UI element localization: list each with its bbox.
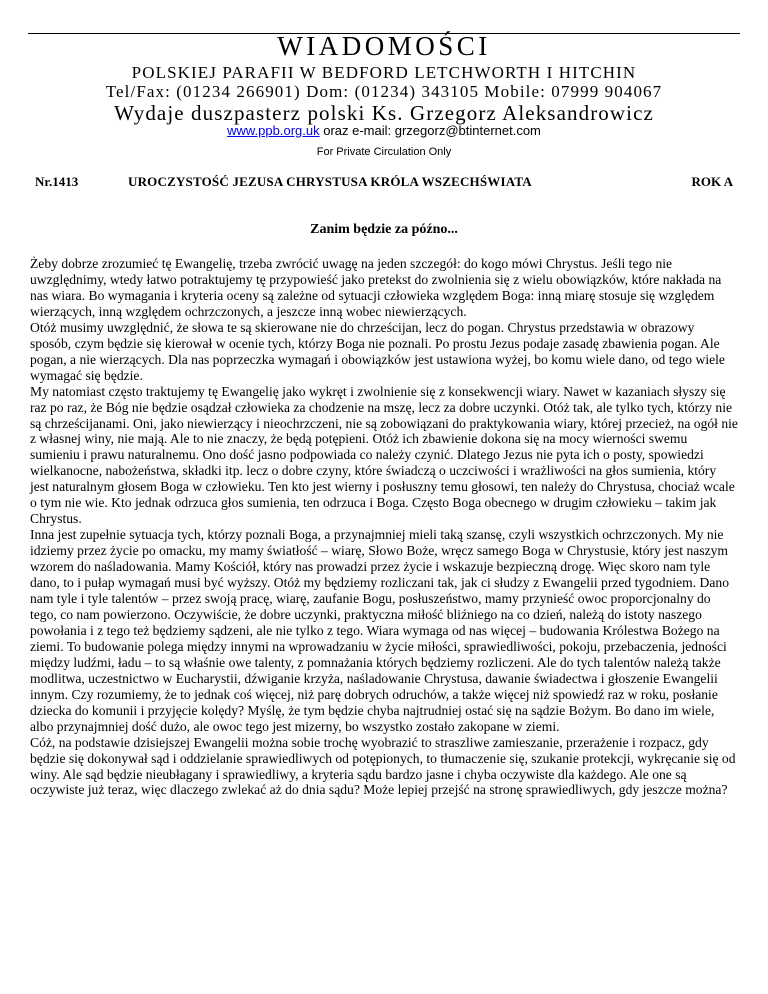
article-paragraph: My natomiast często traktujemy tę Ewangelię jako wykręt i zwolnienie się z konsekwencji wiary. Nawet w kazaniach słyszy się raz po raz, że Bóg nie będzie osądzał człowieka za chodzenie na mszę, lecz za dobre uczynki. Otóż tak, ale tylko tych, którzy nie są chrześcijanami. Oni, jako niewierzący i nieochrzczeni, nie są zobowiązani do praktykowania wiary, której przecież, na ogół nie z własnej winy, nie mają. Ale to nie znaczy, że będą potępieni. Otóż ich zbawienie dokona się na mocy wierności swemu sumieniu i prawu naturalnemu. Ono dość jasno podpowiada co należy czynić. Dlatego Jezus nie pyta ich o posty, spowiedzi wielkanocne, nabożeństwa, składki itp. lecz o dobre czyny, które świadczą o uczciwości i wrażliwości na głos sumienia, który jest naturalnym głosem Boga w człowieku. Ten kto jest wierny i posłuszny temu głosowi, ten należy do Chrystusa, chociaż wcale o tym nie wie. Kto jednak odrzuca głos sumienia, ten odrzuca i Boga. Często Boga obecnego w drugim człowieku – takim jak Chrystus. [30, 383, 738, 527]
web-contact-line [0, 123, 768, 139]
circulation-note: For Private Circulation Only [316, 146, 452, 158]
contact-numbers: Tel/Fax: (01234 266901) Dom: (01234) 343105 Mobile: 07999 904067 [105, 82, 663, 101]
article-body [30, 256, 738, 798]
issue-number: Nr.1413 [35, 174, 79, 189]
article-paragraph: Inna jest zupełnie sytuacja tych, którzy poznali Boga, a przynajmniej mieli taką szansę, czyli wszystkich ochrzczonych. My nie idziemy przez życie po omacku, my mamy światłość – wiarę, Słowo Boże, wręcz samego Boga w Chrystusie, który jest naszym wzorem do naśladowania. Mamy Kościół, który nas prowadzi przez życie i wskazuje bezpieczną drogę. Więc skoro nam tyle dano, to i pułap wymagań musi być wyższy. Otóż my będziemy rozliczani tak, jak ci słudzy z Ewangelii przed tygodniem. Dano nam tyle i tyle talentów – przez swoją pracę, wiarę, zaufanie Bogu, posłuszeństwo, mamy przynieść owoc proporcjonalny do tego, co nam powierzono. Oczywiście, że dobre uczynki, praktyczna miłość bliźniego na co dzień, należą do istoty naszego powołania i z tego też będziemy sądzeni, ale nie tylko z tego. Wiara wymaga od nas więcej – budowania Królestwa Bożego na ziemi. To budowanie polega między innymi na wprowadzaniu w życie miłości, sprawiedliwości, pokoju, przebaczenia, jedności między ludźmi, ładu – to są właśnie owe talenty, z pomnażania których będziemy rozliczeni. Ale do tych talentów należą także modlitwa, uczestnictwo w Eucharystii, dźwiganie krzyża, naśladowanie Chrystusa, dawanie świadectwa i głoszenie Ewangelii innym. Czy rozumiemy, że to jednak coś więcej, niż parę dobrych odruchów, a także więcej niż spowiedź raz w roku, posłanie dziecka do komunii i przyjęcie kolędy? Myślę, że tym będzie chyba najtrudniej ostać się na sądzie Bożym. Bo dano im wiele, albo przynajmniej dość dużo, ale owoc tego jest mizerny, bo wszystko zostało zakopane w ziemi. [30, 527, 729, 734]
parish-name: POLSKIEJ PARAFII W BEDFORD LETCHWORTH I HITCHIN [131, 63, 637, 82]
liturgical-year: ROK A [691, 174, 733, 189]
article-paragraph: Cóż, na podstawie dzisiejszej Ewangelii można sobie trochę wyobrazić to straszliwe zamieszanie, przerażenie i rozpacz, gdy będzie się dokonywał sąd i oddzielanie sprawiedliwych od potępionych, to tłumaczenie się, szukanie protekcji, wykręcanie się od winy. Ale sąd będzie nieubłagany i sprawiedliwy, a kryteria sądu bardzo jasne i chyba oczywiste dla każdego. Ale one są oczywiste już teraz, więc dlaczego zwlekać aż do dnia sądu? Może lepiej przejść na stronę sprawiedliwych, gdy jeszcze można? [30, 734, 736, 798]
website-link[interactable]: www.ppb.org.uk [227, 123, 320, 138]
article-paragraph: Żeby dobrze zrozumieć tę Ewangelię, trzeba zwrócić uwagę na jeden szczegół: do kogo mówi Chrystus. Jeśli tego nie uwzględnimy, wtedy łatwo potraktujemy tę przypowieść jako pretekst do zwolnienia się z wielu obowiązków, które nakłada na nas wiara. Bo wymagania i kryteria oceny są zależne od sytuacji człowieka względem Boga: inną miarę stosuje się względem wierzących, inną względem ochrzczonych, a jeszcze inną wobec niewierzących. [30, 256, 722, 319]
article-paragraph: Otóż musimy uwzględnić, że słowa te są skierowane nie do chrześcijan, lecz do pogan. Chrystus przedstawia w obrazowy sposób, czym będzie się kierował w ocenie tych, którzy Boga nie poznali. Po prostu Jezus podaje zasadę zbawienia pogan. Ale pogan, a nie wierzących. Dla nas poprzeczka wymagań i obowiązków jest ustawiona wyżej, bo komu wiele dano, od tego wiele wymagać się będzie. [30, 319, 725, 383]
newsletter-title: WIADOMOŚCI [277, 31, 491, 61]
article-heading: Zanim będzie za późno... [310, 222, 458, 237]
publisher-line: Wydaje duszpasterz polski Ks. Grzegorz Aleksandrowicz [114, 101, 654, 125]
feast-title: UROCZYSTOŚĆ JEZUSA CHRYSTUSA KRÓLA WSZECHŚWIATA [128, 174, 532, 189]
email-text: oraz e-mail: grzegorz@btinternet.com [319, 123, 541, 138]
